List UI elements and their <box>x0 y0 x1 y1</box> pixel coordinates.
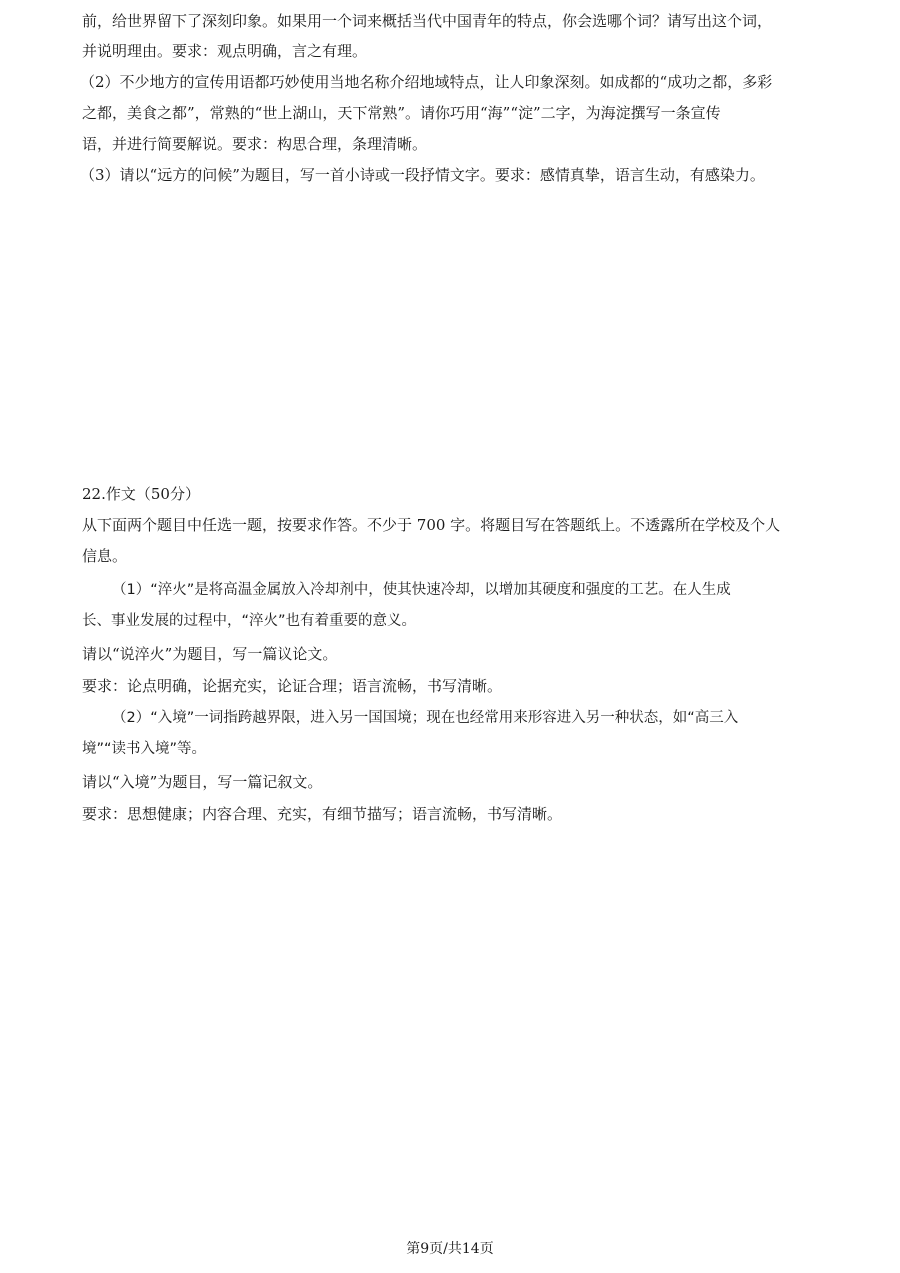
topic2-requirement: 要求：思想健康；内容合理、充实，有细节描写；语言流畅，书写清晰。 <box>82 805 563 823</box>
q22-intro-line1: 从下面两个题目中任选一题，按要求作答。不少于 700 字。将题目写在答题纸上。不透露所在学校及个人 <box>82 516 781 534</box>
q22-intro-line2: 信息。 <box>82 547 128 565</box>
q21-2-text-line1: （2）不少地方的宣传用语都巧妙使用当地名称介绍地域特点，让人印象深刻。如成都的“成功之都，多彩 <box>80 73 773 91</box>
page-number: 第9页/共14页 <box>406 1241 494 1257</box>
topic1-text-line2: 长、事业发展的过程中，“淬火”也有着重要的意义。 <box>82 613 417 629</box>
q21-1-text-line1: 前，给世界留下了深刻印象。如果用一个词来概括当代中国青年的特点，你会选哪个词？请写出这个词， <box>82 12 773 30</box>
topic1-requirement: 要求：论点明确，论据充实，论证合理；语言流畅，书写清晰。 <box>82 677 503 695</box>
topic2-prompt: 请以“入境”为题目，写一篇记叙文。 <box>82 773 323 791</box>
topic1-text-line1: （1）“淬火”是将高温金属放入冷却剂中，使其快速冷却，以增加其硬度和强度的工艺。在人生成 <box>112 582 731 598</box>
q21-3-text: （3）请以“远方的问候”为题目，写一首小诗或一段抒情文字。要求：感情真挚，语言生动，有感染力。 <box>80 166 765 184</box>
q22-heading: 22.作文（50分） <box>82 485 200 503</box>
topic1-prompt: 请以“说淬火”为题目，写一篇议论文。 <box>82 645 338 663</box>
q21-2-text-line2: 之都，美食之都”，常熟的“世上湖山，天下常熟”。请你巧用“海”“淀”二字，为海淀撰写一条宣传 <box>82 104 721 122</box>
topic2-text-line1: （2）“入境”一词指跨越界限，进入另一国国境；现在也经常用来形容进入另一种状态，如“高三入 <box>112 710 739 726</box>
q21-1-text-line2: 并说明理由。要求：观点明确，言之有理。 <box>82 42 368 60</box>
q21-2-text-line3: 语，并进行简要解说。要求：构思合理，条理清晰。 <box>82 135 428 153</box>
topic2-text-line2: 境”“读书入境”等。 <box>82 741 207 757</box>
